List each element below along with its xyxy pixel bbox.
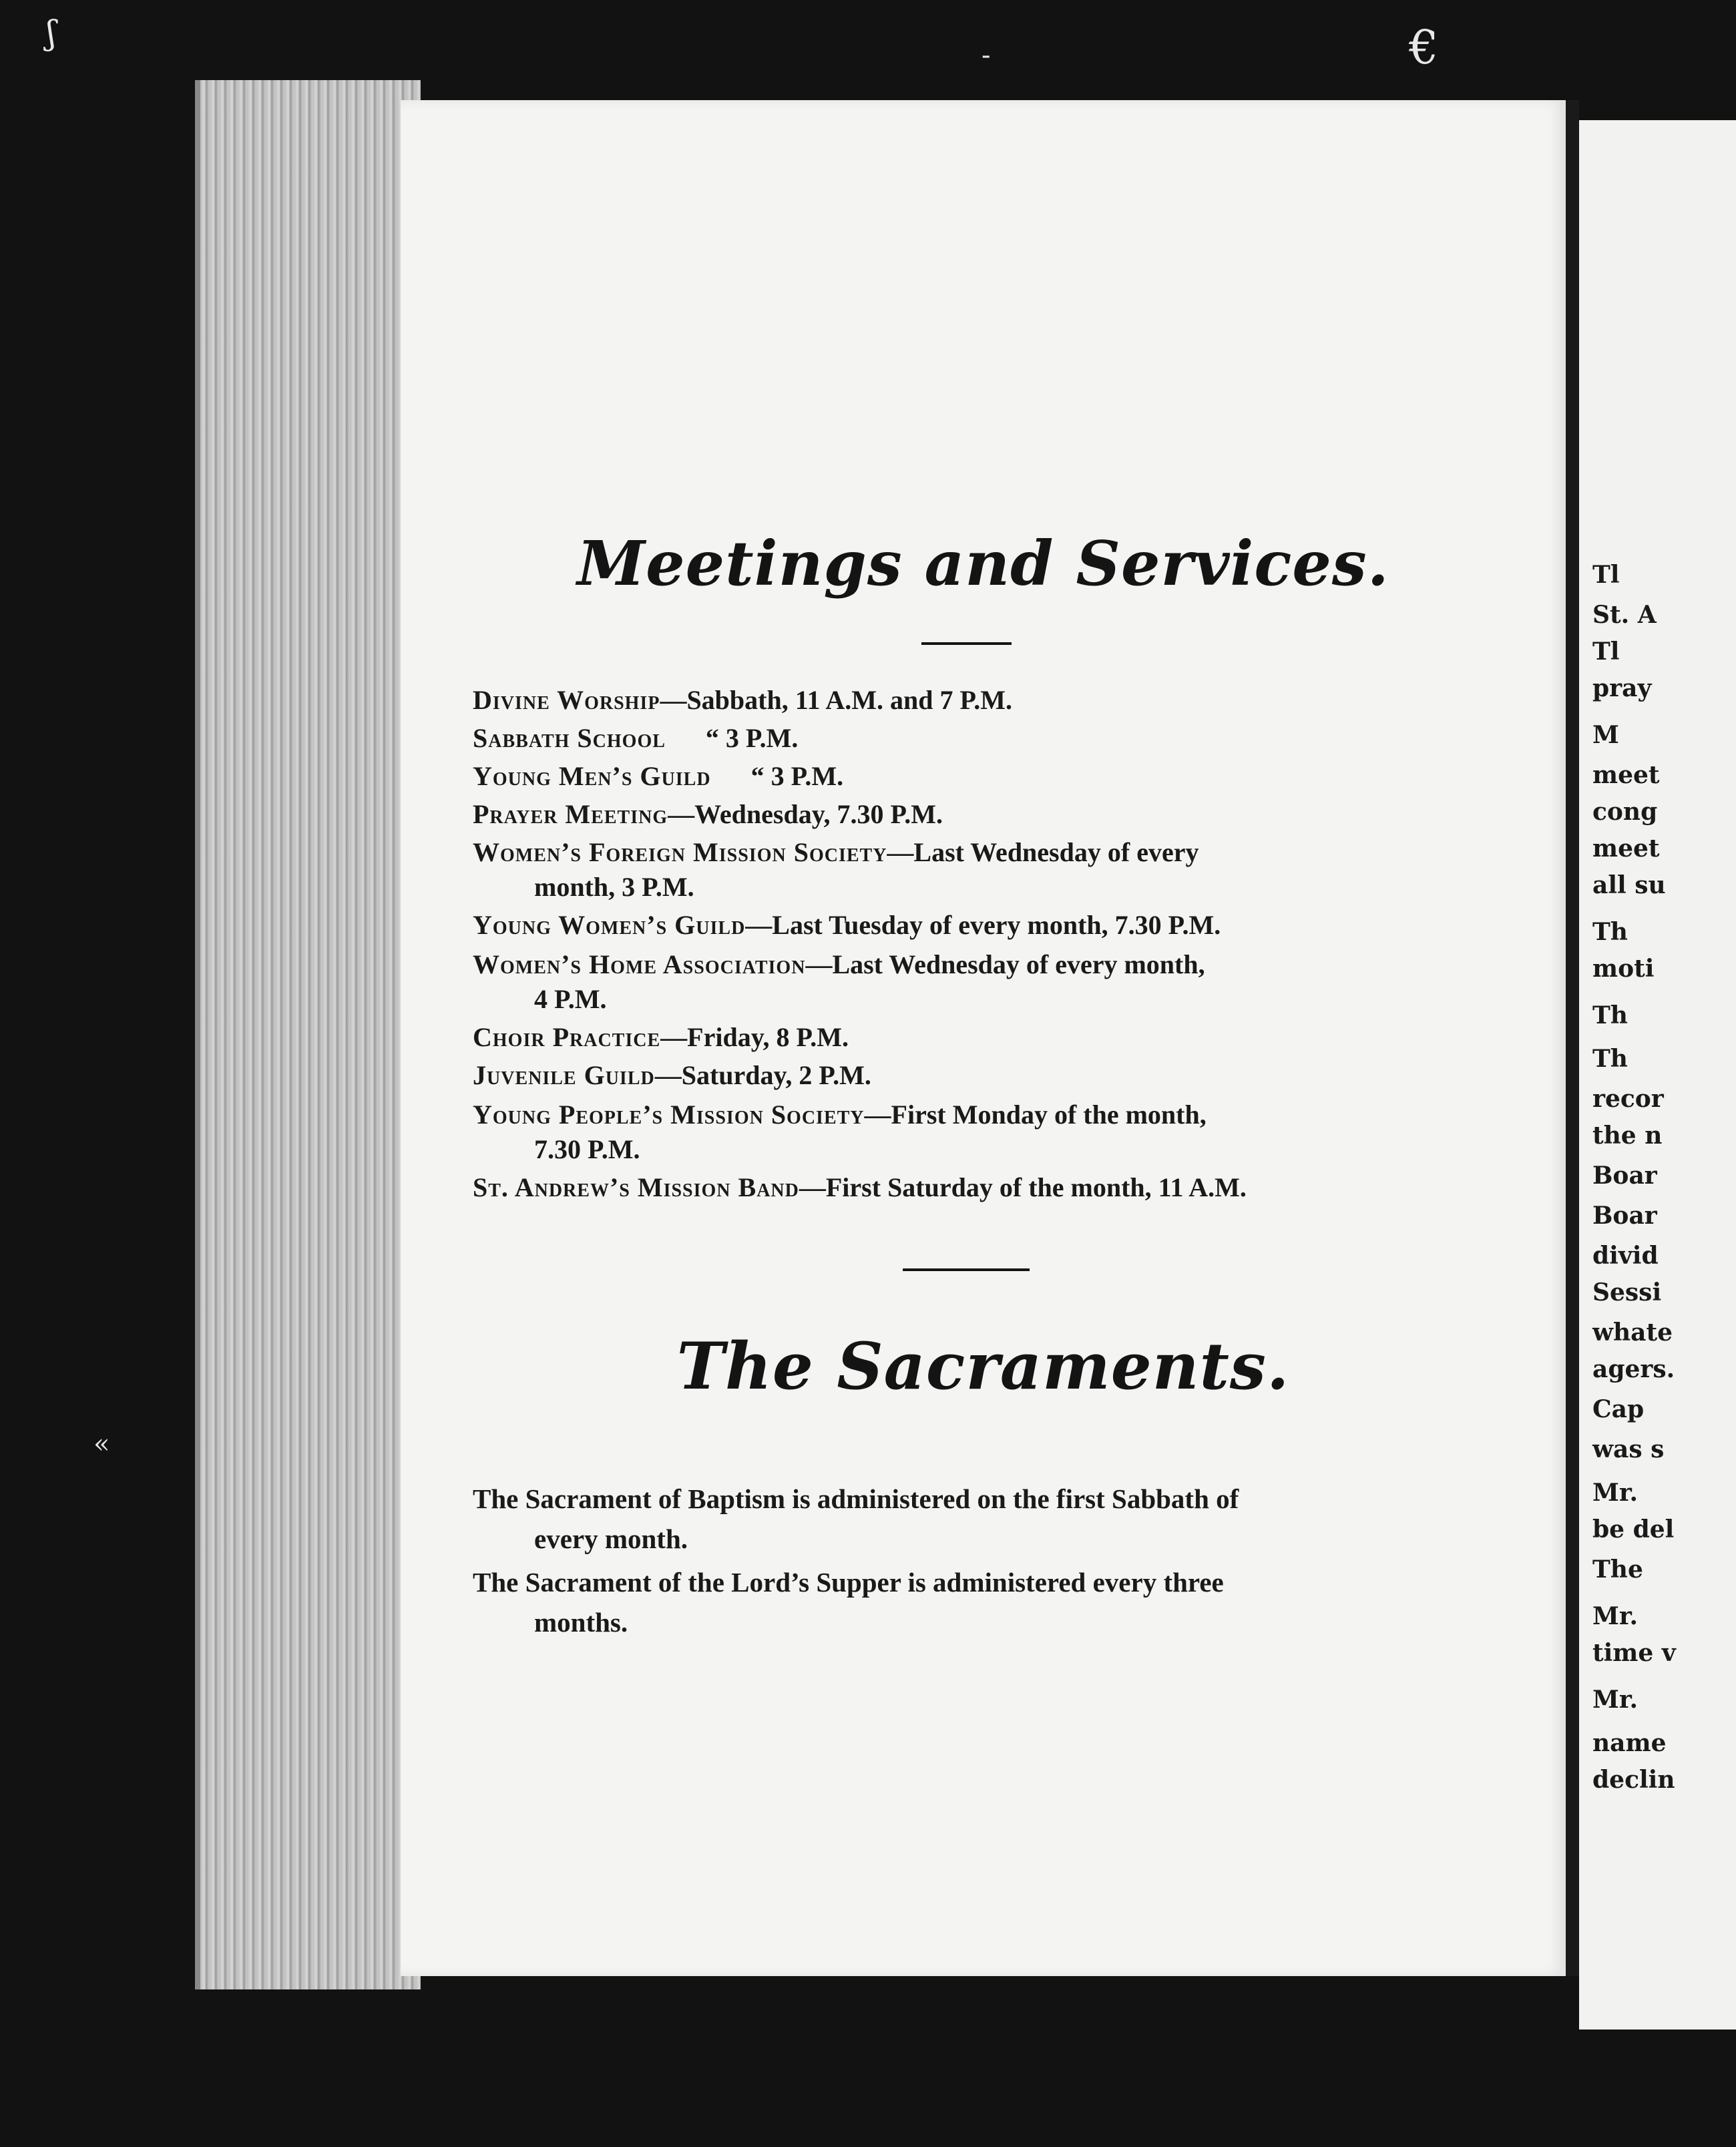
facing-page-line: Mr. <box>1592 1686 1639 1714</box>
meeting-time: —First Saturday of the month, 11 A.M. <box>799 1172 1247 1202</box>
facing-page-line: meet <box>1592 761 1660 789</box>
meeting-name: Sabbath School <box>473 723 666 753</box>
facing-page-fragment <box>1579 120 1736 2030</box>
meetings-heading: Meetings and Services. <box>577 527 1389 600</box>
sacrament-line: The Sacrament of the Lord’s Supper is administered every three <box>473 1567 1224 1598</box>
facing-page-line: Tl <box>1592 638 1620 666</box>
facing-page-line: whate <box>1592 1319 1673 1347</box>
meeting-name: Women’s Foreign Mission Society <box>473 837 887 867</box>
meeting-time: —First Monday of the month, <box>864 1100 1207 1130</box>
facing-page-line: St. A <box>1592 601 1657 629</box>
scan-speck: ʃ <box>47 13 56 52</box>
meeting-entry <box>473 721 1468 756</box>
meeting-entry <box>473 835 1468 905</box>
meeting-time: “ 3 P.M. <box>705 723 799 753</box>
meeting-time: —Last Wednesday of every month, <box>805 949 1205 979</box>
heading-rule <box>921 642 1012 645</box>
facing-page-line: Cap <box>1592 1395 1645 1423</box>
facing-page-line: Mr. <box>1592 1479 1639 1507</box>
meeting-name: Choir Practice <box>473 1022 661 1052</box>
meeting-name: Juvenile Guild <box>473 1060 655 1090</box>
sacrament-continuation: months. <box>534 1607 628 1638</box>
book-page-edges <box>195 80 421 1989</box>
meeting-name: Divine Worship <box>473 685 660 715</box>
sacrament-continuation: every month. <box>534 1523 688 1554</box>
scan-speck: € <box>1409 20 1439 75</box>
facing-page-line: Boar <box>1592 1202 1657 1230</box>
facing-page-line: time v <box>1592 1639 1676 1667</box>
facing-page-line: agers. <box>1592 1355 1675 1383</box>
meeting-entry <box>473 1170 1468 1205</box>
facing-page-line: divid <box>1592 1242 1659 1270</box>
meeting-entry <box>473 1058 1468 1093</box>
facing-page-line: be del <box>1592 1515 1675 1543</box>
meeting-entry <box>473 1098 1468 1167</box>
meeting-time: “ 3 P.M. <box>750 761 844 791</box>
facing-page-line: pray <box>1592 674 1652 702</box>
facing-page-line: meet <box>1592 834 1660 863</box>
left-page <box>401 100 1566 1976</box>
facing-page-line: Th <box>1592 918 1628 946</box>
facing-page-line: cong <box>1592 798 1658 826</box>
facing-page-line: The <box>1592 1556 1643 1584</box>
page-gutter <box>1566 100 1579 1976</box>
facing-page-line: was s <box>1592 1435 1665 1463</box>
facing-page-line: Th <box>1592 1045 1628 1073</box>
facing-page-line: the n <box>1592 1122 1663 1150</box>
meeting-entry <box>473 797 1468 832</box>
meeting-entry <box>473 759 1468 794</box>
meeting-name: Young Women’s Guild <box>473 910 746 940</box>
meeting-name: St. Andrew’s Mission Band <box>473 1172 799 1202</box>
facing-page-line: Th <box>1592 1001 1628 1029</box>
facing-page-line: M <box>1592 721 1619 749</box>
meeting-continuation: month, 3 P.M. <box>534 872 694 902</box>
sacrament-line: The Sacrament of Baptism is administered on the first Sabbath of <box>473 1483 1239 1514</box>
facing-page-line: all su <box>1592 871 1666 899</box>
facing-page-line: Boar <box>1592 1162 1657 1190</box>
meeting-name: Young Men’s Guild <box>473 761 711 791</box>
facing-page-line: Mr. <box>1592 1602 1639 1630</box>
facing-page-line: moti <box>1592 955 1655 983</box>
meeting-time: —Friday, 8 P.M. <box>660 1022 849 1052</box>
sacrament-entry <box>473 1479 1468 1559</box>
meeting-name: Young People’s Mission Society <box>473 1100 865 1130</box>
meeting-entry <box>473 947 1468 1017</box>
meeting-entry <box>473 683 1468 718</box>
meeting-time: —Saturday, 2 P.M. <box>654 1060 871 1090</box>
sacraments-heading: The Sacraments. <box>676 1329 1290 1404</box>
meeting-entry <box>473 1020 1468 1055</box>
facing-page-line: declin <box>1592 1766 1675 1794</box>
meeting-time: —Last Tuesday of every month, 7.30 P.M. <box>745 910 1221 940</box>
scan-speck: « <box>93 1429 110 1459</box>
meeting-continuation: 4 P.M. <box>534 984 607 1014</box>
meeting-name: Prayer Meeting <box>473 799 668 829</box>
meeting-continuation: 7.30 P.M. <box>534 1134 640 1164</box>
section-divider <box>903 1268 1030 1271</box>
meeting-time: —Wednesday, 7.30 P.M. <box>668 799 943 829</box>
facing-page-line: recor <box>1592 1085 1664 1113</box>
scan-speck: - <box>982 40 991 71</box>
facing-page-line: Tl <box>1592 561 1620 589</box>
sacrament-entry <box>473 1562 1468 1642</box>
meeting-entry <box>473 908 1468 943</box>
meeting-time: —Sabbath, 11 A.M. and 7 P.M. <box>660 685 1012 715</box>
facing-page-line: name <box>1592 1729 1667 1757</box>
meeting-time: —Last Wednesday of every <box>887 837 1199 867</box>
meeting-name: Women’s Home Association <box>473 949 806 979</box>
facing-page-line: Sessi <box>1592 1278 1662 1306</box>
